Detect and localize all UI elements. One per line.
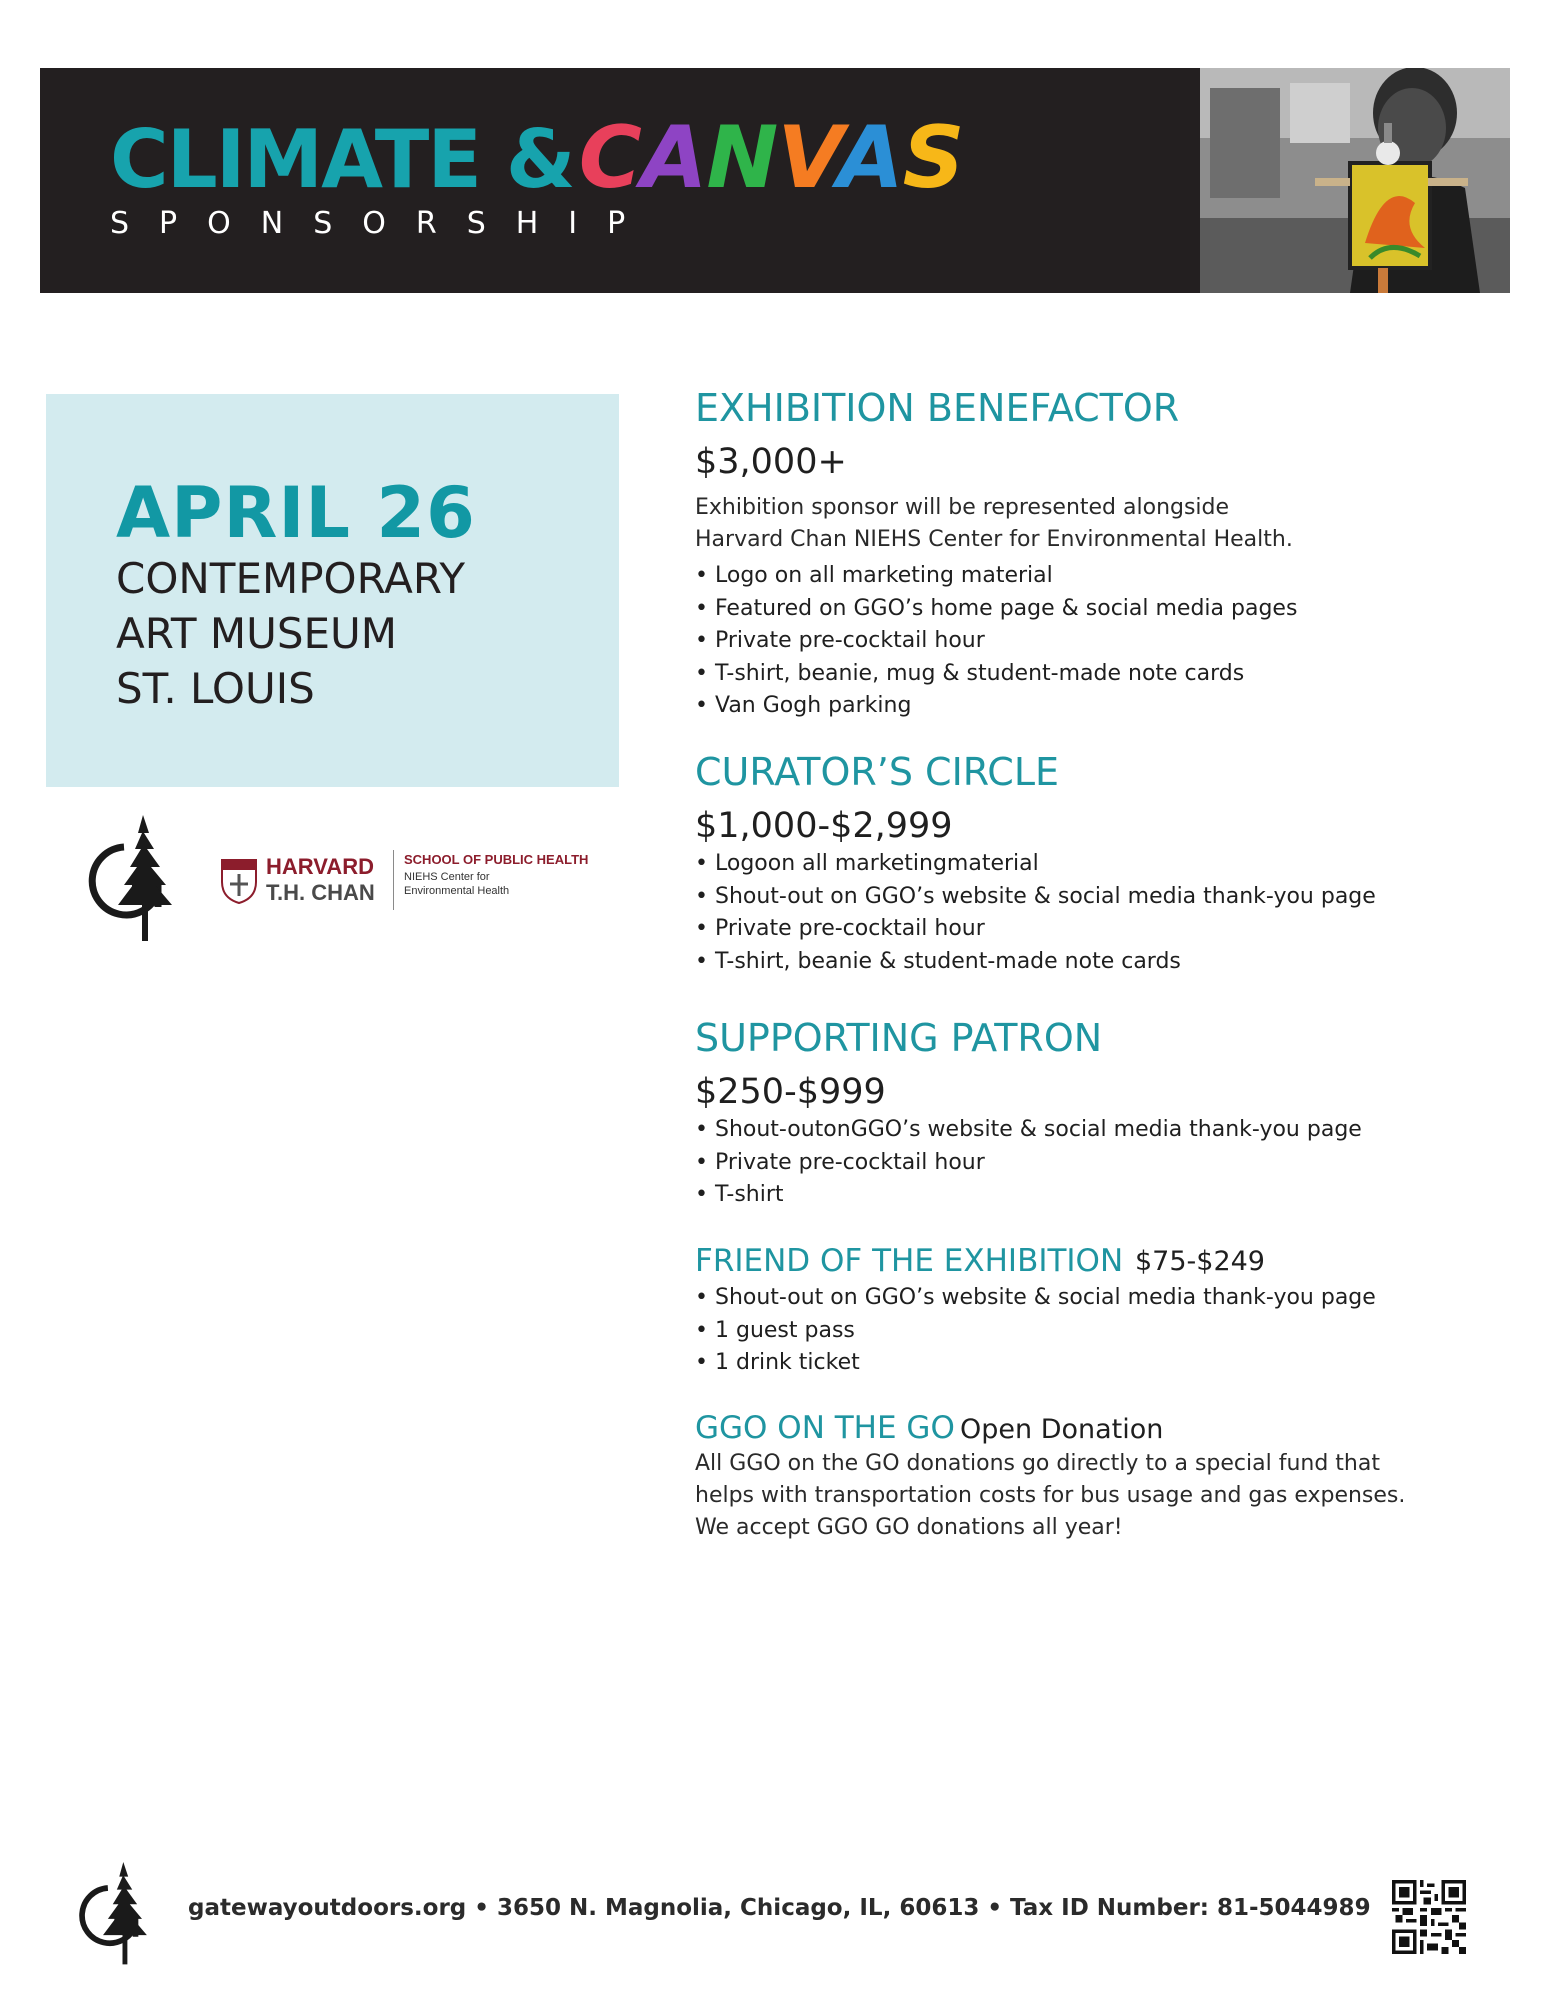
list-item: • Shout-outonGGO’s website & social media thank-you page xyxy=(695,1114,1485,1147)
title-canvas-letter: C xyxy=(578,108,641,208)
list-item: • Logo on all marketing material xyxy=(695,560,1485,593)
ggo-tree-logo-icon xyxy=(76,1862,156,1966)
tier-friend-price: $75-$249 xyxy=(1135,1246,1265,1277)
event-date: APRIL 26 xyxy=(116,472,476,554)
list-item: • Logoon all marketingmaterial xyxy=(695,848,1485,881)
tier-benefactor-title: EXHIBITION BENEFACTOR xyxy=(695,386,1180,430)
list-item: • Shout-out on GGO’s website & social media thank-you page xyxy=(695,1282,1485,1315)
ggo-tree-logo-icon xyxy=(88,815,180,943)
list-item: • T-shirt, beanie & student-made note cards xyxy=(695,946,1485,979)
title-canvas-letter: A xyxy=(837,108,903,208)
list-item: • T-shirt xyxy=(695,1179,1485,1212)
tier-ggo-go-price: Open Donation xyxy=(960,1414,1164,1445)
list-item: • Shout-out on GGO’s website & social media thank-you page xyxy=(695,881,1485,914)
list-item: • T-shirt, beanie, mug & student-made note cards xyxy=(695,658,1485,691)
description-line: We accept GGO GO donations all year! xyxy=(695,1515,1123,1540)
description-line: All GGO on the GO donations go directly to a special fund that xyxy=(695,1451,1380,1476)
tier-ggo-go-description xyxy=(695,1448,1485,1544)
tier-benefactor-description xyxy=(695,492,1465,556)
footer-contact: gatewayoutdoors.org • 3650 N. Magnolia, Chicago, IL, 60613 • Tax ID Number: 81-5044989 xyxy=(188,1895,1371,1921)
list-item: • 1 drink ticket xyxy=(695,1347,1485,1380)
tier-benefactor-benefits xyxy=(695,560,1485,723)
tier-friend-title: FRIEND OF THE EXHIBITION xyxy=(695,1243,1124,1279)
title-canvas-letter: A xyxy=(640,108,707,208)
tier-patron-benefits xyxy=(695,1114,1485,1212)
list-item: • 1 guest pass xyxy=(695,1315,1485,1348)
tier-curator-title: CURATOR’S CIRCLE xyxy=(695,750,1060,794)
subtitle-sponsorship: SPONSORSHIP xyxy=(110,206,656,241)
list-item: • Private pre-cocktail hour xyxy=(695,913,1485,946)
venue-line-1: CONTEMPORARY xyxy=(116,554,465,603)
harvard-shield-icon xyxy=(220,858,258,904)
title-canvas-letter: S xyxy=(902,108,964,208)
venue-line-3: ST. LOUIS xyxy=(116,664,315,713)
description-line: Harvard Chan NIEHS Center for Environmental Health. xyxy=(695,527,1293,552)
logo-divider xyxy=(393,850,394,910)
harvard-name: HARVARD xyxy=(266,854,374,879)
tier-friend-benefits xyxy=(695,1282,1485,1380)
partner-logos xyxy=(88,815,628,945)
tier-ggo-go-title: GGO ON THE GO xyxy=(695,1410,955,1446)
title-canvas-letter: N xyxy=(706,108,778,208)
list-item: • Private pre-cocktail hour xyxy=(695,625,1485,658)
harvard-chan: T.H. CHAN xyxy=(266,880,375,905)
child-holding-art-photo xyxy=(1200,68,1510,293)
title-canvas-letter: V xyxy=(777,108,838,208)
school-of-public-health: SCHOOL OF PUBLIC HEALTH xyxy=(404,852,589,867)
description-line: Exhibition sponsor will be represented alongside xyxy=(695,495,1230,520)
niehs-center: NIEHS Center for Environmental Health xyxy=(404,871,510,897)
list-item: • Featured on GGO’s home page & social media pages xyxy=(695,593,1485,626)
tier-patron-price: $250-$999 xyxy=(695,1072,886,1112)
tier-curator-benefits xyxy=(695,848,1485,978)
tier-patron-title: SUPPORTING PATRON xyxy=(695,1016,1103,1060)
header-banner xyxy=(40,68,1510,293)
list-item: • Van Gogh parking xyxy=(695,690,1485,723)
list-item: • Private pre-cocktail hour xyxy=(695,1147,1485,1180)
qr-code-icon[interactable] xyxy=(1392,1880,1466,1954)
tier-benefactor-price: $3,000+ xyxy=(695,442,847,482)
tier-curator-price: $1,000-$2,999 xyxy=(695,806,953,846)
event-title xyxy=(110,108,964,208)
description-line: helps with transportation costs for bus usage and gas expenses. xyxy=(695,1483,1406,1508)
venue-line-2: ART MUSEUM xyxy=(116,609,398,658)
title-climate: CLIMATE & xyxy=(110,113,574,206)
event-date-box xyxy=(46,394,619,787)
title-canvas xyxy=(579,108,964,208)
event-venue xyxy=(116,551,465,716)
footer xyxy=(0,1850,1545,1960)
